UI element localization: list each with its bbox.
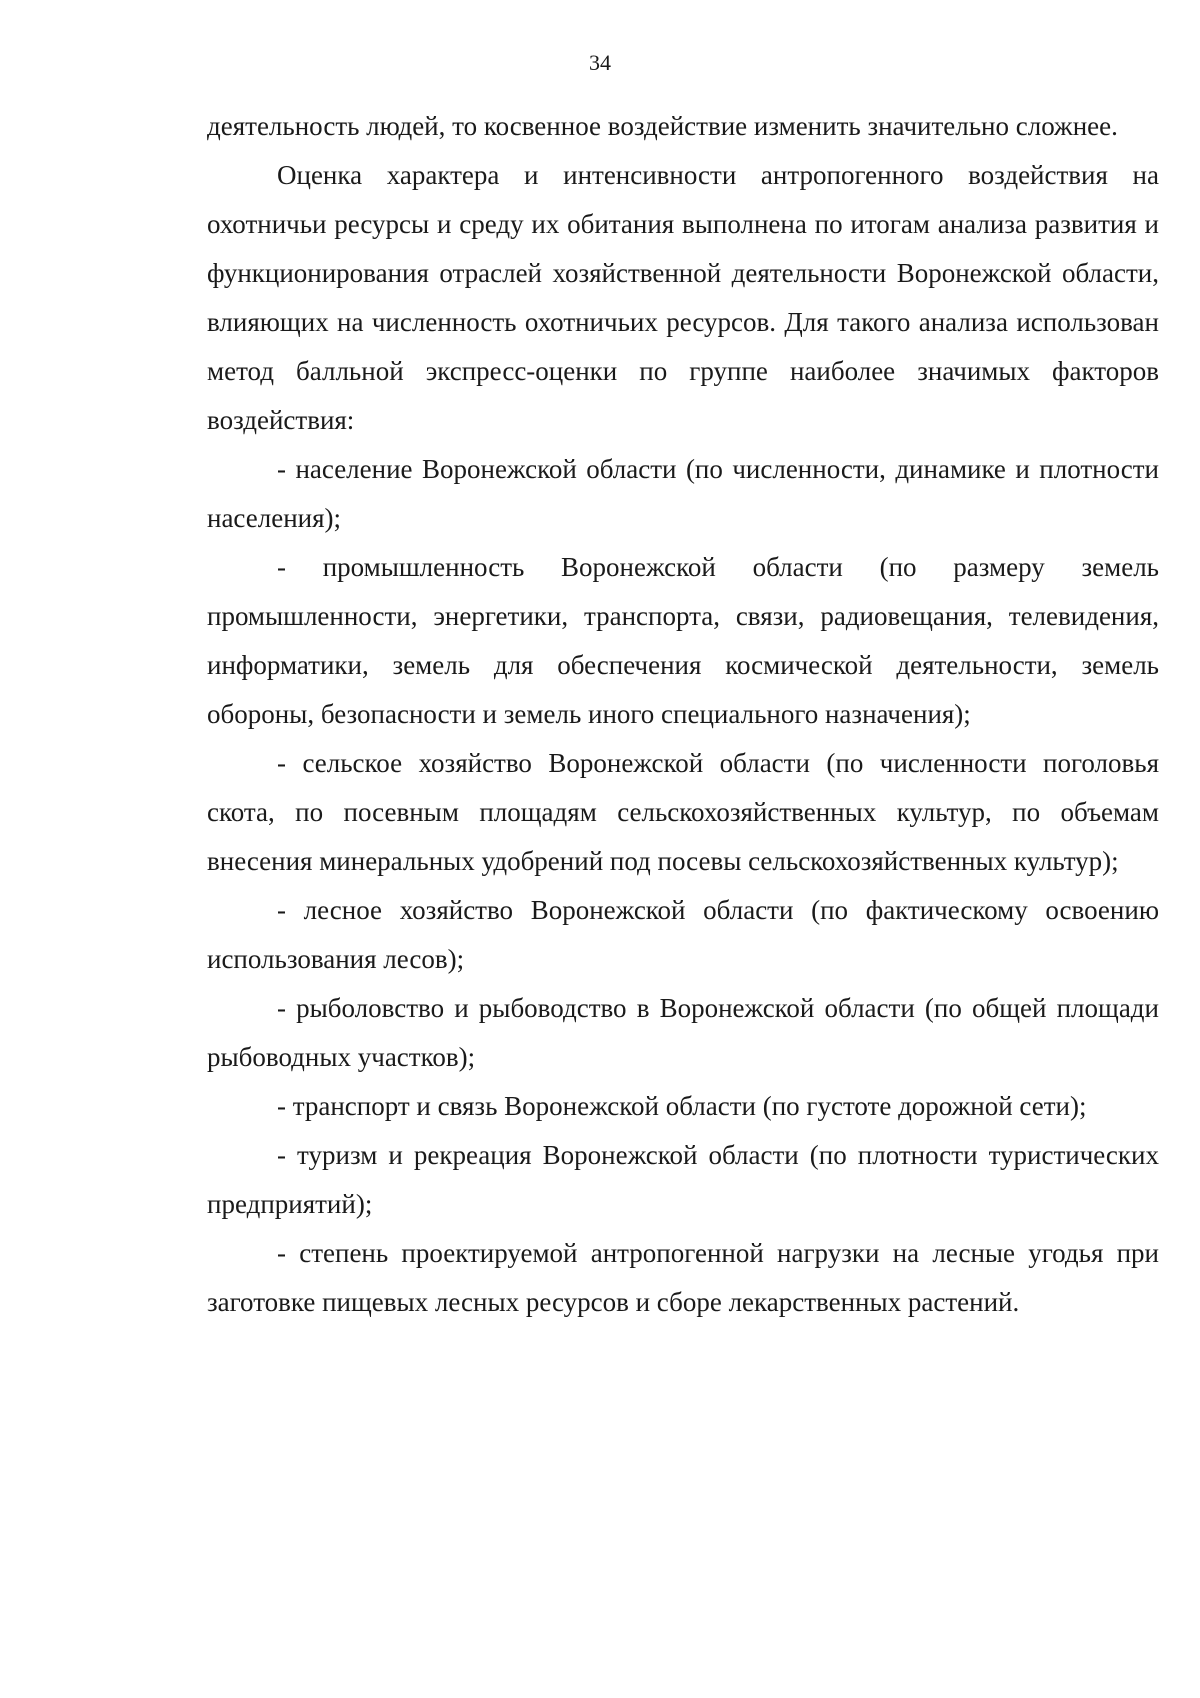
list-item-forestry: - лесное хозяйство Воронежской области (по фактическому освоению использования лесов);	[207, 895, 1159, 974]
list-item-forest-load: - степень проектируемой антропогенной нагрузки на лесные угодья при заготовке пищевых лесных ресурсов и сборе лекарственных растений.	[207, 1238, 1159, 1317]
list-item-industry: - промышленность Воронежской области (по размеру земель промышленности, энергетики, транспорта, связи, радиовещания, телевидения, информатики, земель для обеспечения космической деятельности, земель обороны, безопасности и земель иного специального назначения);	[207, 552, 1159, 729]
list-item-agriculture: - сельское хозяйство Воронежской области (по численности поголовья скота, по посевным площадям сельскохозяйственных культур, по объемам внесения минеральных удобрений под посевы сельскохозяйственных культур);	[207, 748, 1159, 876]
document-body	[207, 102, 1159, 1327]
paragraph-assessment-intro: Оценка характера и интенсивности антропогенного воздействия на охотничьи ресурсы и среду их обитания выполнена по итогам анализа развития и функционирования отраслей хозяйственной деятельности Воронежской области, влияющих на численность охотничьих ресурсов. Для такого анализа использован метод балльной экспресс-оценки по группе наиболее значимых факторов воздействия:	[207, 160, 1159, 435]
list-item-population: - население Воронежской области (по численности, динамике и плотности населения);	[207, 454, 1159, 533]
list-item-transport: - транспорт и связь Воронежской области (по густоте дорожной сети);	[277, 1091, 1087, 1121]
list-item-fishery: - рыболовство и рыбоводство в Воронежской области (по общей площади рыбоводных участков);	[207, 993, 1159, 1072]
list-item-tourism: - туризм и рекреация Воронежской области (по плотности туристических предприятий);	[207, 1140, 1159, 1219]
paragraph-continuation: деятельность людей, то косвенное воздействие изменить значительно сложнее.	[207, 111, 1118, 141]
page-number: 34	[589, 50, 611, 75]
